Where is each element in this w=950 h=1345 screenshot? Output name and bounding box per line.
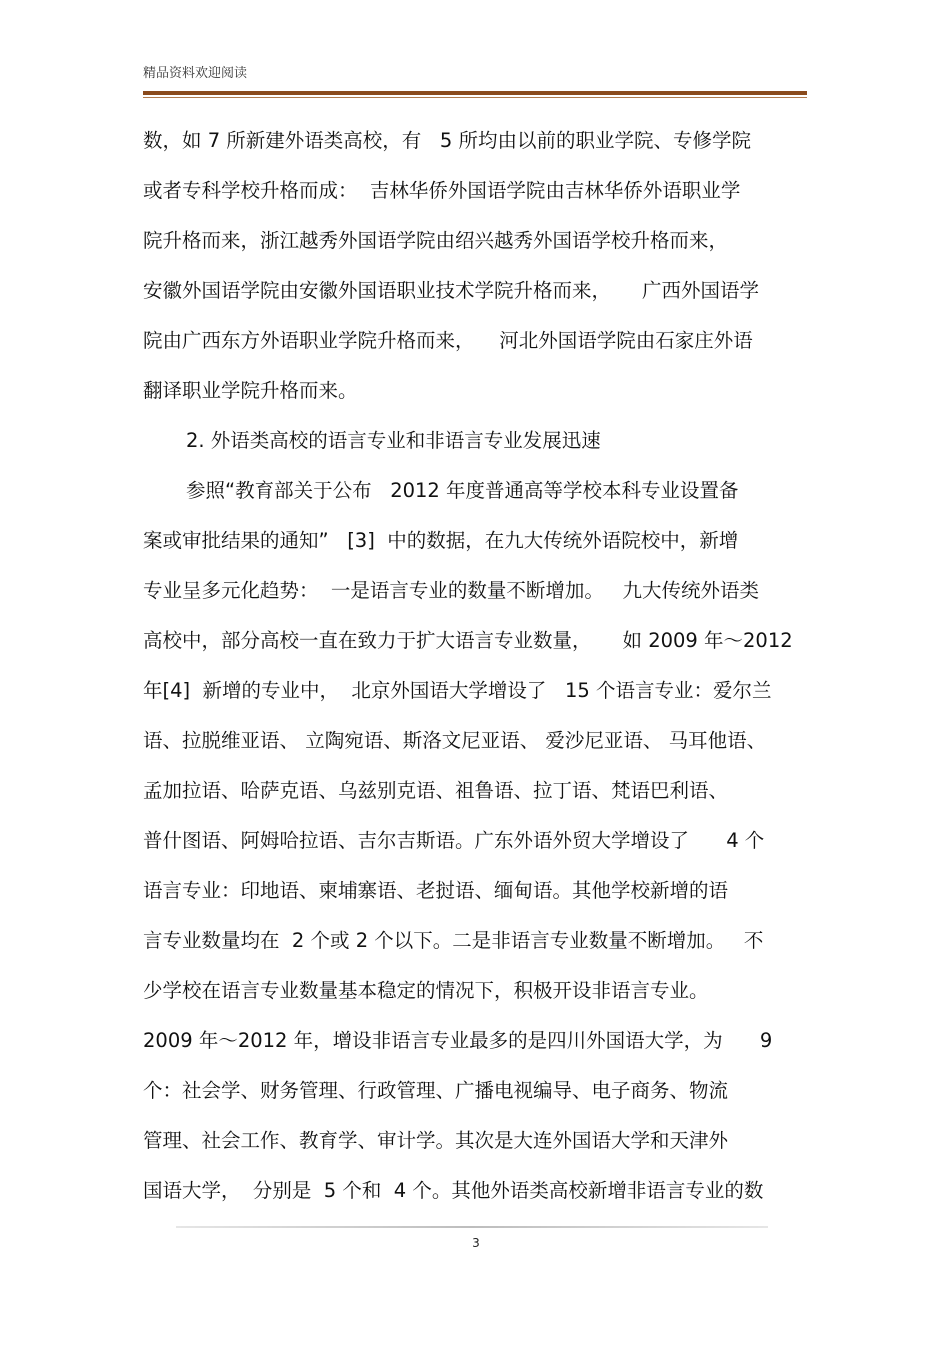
text-line: 2009 年～2012 年，增设非语言专业最多的是四川外国语大学，为 9 — [143, 1029, 773, 1052]
text-line: 安徽外国语学院由安徽外国语职业技术学院升格而来， 广西外国语学 — [143, 279, 759, 302]
text-line: 院升格而来，浙江越秀外国语学院由绍兴越秀外国语学校升格而来， — [143, 229, 729, 252]
text-line: 专业呈多元化趋势： 一是语言专业的数量不断增加。 九大传统外语类 — [143, 579, 759, 602]
text-line: 个：社会学、财务管理、行政管理、广播电视编导、电子商务、物流 — [143, 1079, 729, 1102]
text-line: 管理、社会工作、教育学、审计学。其次是大连外国语大学和天津外 — [143, 1129, 729, 1152]
text-line: 或者专科学校升格而成： 吉林华侨外国语学院由吉林华侨外语职业学 — [143, 179, 741, 202]
text-line: 普什图语、阿姆哈拉语、吉尔吉斯语。广东外语外贸大学增设了 4 个 — [143, 829, 765, 852]
header-divider-thin — [143, 97, 807, 98]
footer-divider — [176, 1226, 768, 1228]
text-line: 院由广西东方外语职业学院升格而来， 河北外国语学院由石家庄外语 — [143, 329, 753, 352]
running-header: 精品资料欢迎阅读 — [143, 66, 248, 81]
text-line: 国语大学， 分别是 5 个和 4 个。其他外语类高校新增非语言专业的数 — [143, 1179, 764, 1202]
text-line: 翻译职业学院升格而来。 — [143, 379, 358, 402]
text-line: 年[4] 新增的专业中， 北京外国语大学增设了 15 个语言专业：爱尔兰 — [143, 679, 772, 702]
section-heading: 2. 外语类高校的语言专业和非语言专业发展迅速 — [186, 429, 601, 452]
text-line: 数，如 7 所新建外语类高校，有 5 所均由以前的职业学院、专修学院 — [143, 129, 752, 152]
text-line: 言专业数量均在 2 个或 2 个以下。二是非语言专业数量不断增加。 不 — [143, 929, 764, 952]
text-line: 少学校在语言专业数量基本稳定的情况下，积极开设非语言专业。 — [143, 979, 709, 1002]
text-line: 语、拉脱维亚语、 立陶宛语、斯洛文尼亚语、 爱沙尼亚语、 马耳他语、 — [143, 729, 767, 752]
text-line: 孟加拉语、哈萨克语、乌兹别克语、祖鲁语、拉丁语、梵语巴利语、 — [143, 779, 729, 802]
header-divider-thick — [143, 91, 807, 95]
text-line: 案或审批结果的通知” [3] 中的数据，在九大传统外语院校中，新增 — [143, 529, 739, 552]
text-line: 参照“教育部关于公布 2012 年度普通高等学校本科专业设置备 — [186, 479, 739, 502]
text-line: 高校中，部分高校一直在致力于扩大语言专业数量， 如 2009 年～2012 — [143, 629, 793, 652]
page-number: 3 — [472, 1236, 480, 1250]
text-line: 语言专业：印地语、柬埔寨语、老挝语、缅甸语。其他学校新增的语 — [143, 879, 729, 902]
